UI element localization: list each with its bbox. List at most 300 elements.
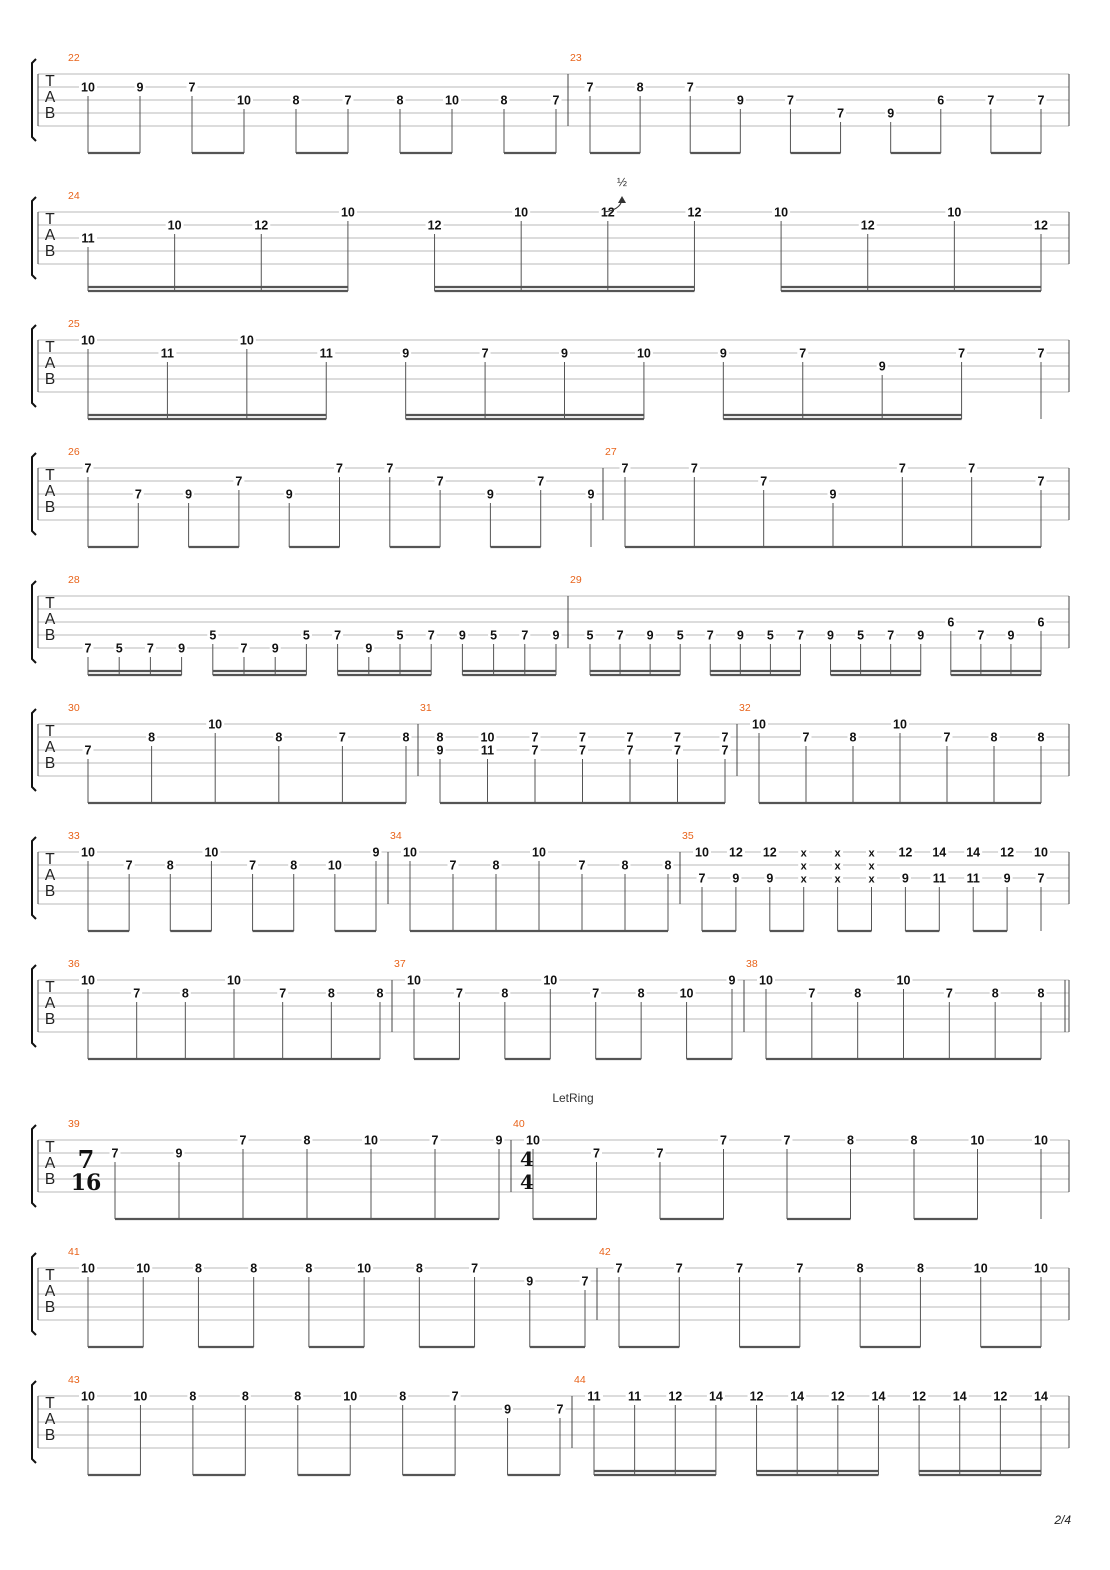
fret-number: 7	[537, 474, 545, 489]
fret-number: 9	[561, 346, 568, 361]
fret-number: 5	[302, 628, 310, 643]
fret-number: 11	[81, 231, 95, 246]
tab-letter-t: T	[45, 979, 55, 996]
tab-letter-b: B	[44, 1011, 56, 1028]
fret-number: 11	[628, 1389, 642, 1404]
fret-number: 7	[235, 474, 243, 489]
fret-number: 7	[945, 986, 953, 1001]
fret-number: 9	[732, 871, 740, 886]
fret-number: 8	[849, 730, 857, 745]
fret-number: 8	[664, 858, 672, 873]
fret-number: 7	[84, 641, 92, 656]
fret-number: 7	[578, 858, 586, 873]
fret-number: 7	[977, 628, 985, 643]
fret-number: 10	[81, 80, 95, 95]
fret-number: 9	[827, 628, 835, 643]
fret-number: 11	[966, 871, 980, 886]
fret-number: 6	[947, 615, 955, 630]
tab-letter-t: T	[45, 73, 55, 90]
fret-number: 8	[621, 858, 629, 873]
fret-number: 10	[893, 717, 907, 732]
fret-number: 7	[592, 986, 600, 1001]
fret-number: 8	[241, 1389, 249, 1404]
fret-number: 7	[626, 730, 634, 745]
fret-number: 7	[786, 93, 794, 108]
fret-number: 10	[480, 730, 495, 745]
fret-number: 7	[626, 743, 634, 758]
fret-number: 7	[783, 1133, 791, 1148]
fret-number: 7	[336, 461, 343, 476]
fret-number: 10	[445, 93, 459, 108]
fret-number: 8	[399, 1389, 407, 1404]
fret-number: 7	[386, 461, 394, 476]
fret-number: 9	[587, 487, 595, 502]
fret-number: 7	[898, 461, 906, 476]
fret-number: 12	[912, 1389, 927, 1404]
fret-number: 14	[790, 1389, 805, 1404]
fret-number: 7	[481, 346, 489, 361]
fret-number: 12	[1000, 845, 1015, 860]
tab-letter-a: A	[44, 355, 56, 372]
fret-number: 12	[898, 845, 913, 860]
fret-number: 7	[958, 346, 966, 361]
fret-number: 9	[136, 80, 144, 95]
tab-letter-a: A	[44, 867, 56, 884]
fret-number: 14	[952, 1389, 967, 1404]
time-signature-numerator: 4	[520, 1147, 534, 1171]
fret-number: 10	[208, 717, 223, 732]
fret-number: 7	[134, 487, 142, 502]
fret-number: 8	[327, 986, 335, 1001]
tab-letter-b: B	[44, 105, 56, 122]
measure-number: 34	[390, 830, 402, 842]
time-signature-denominator: 4	[520, 1170, 534, 1194]
measure-number: 27	[605, 446, 617, 458]
fret-number: 7	[451, 1389, 459, 1404]
fret-number: 7	[552, 93, 560, 108]
fret-number: 14	[871, 1389, 886, 1404]
tab-letter-t: T	[45, 723, 55, 740]
fret-number: 9	[901, 871, 909, 886]
fret-number: 7	[84, 461, 92, 476]
tab-letter-a: A	[44, 483, 56, 500]
measure-number: 35	[682, 830, 694, 842]
fret-number: 7	[579, 743, 586, 758]
fret-number: 7	[887, 628, 895, 643]
fret-number: 9	[728, 973, 736, 988]
fret-number: 7	[799, 346, 807, 361]
fret-number: 8	[148, 730, 156, 745]
tab-letter-a: A	[44, 1155, 56, 1172]
fret-number: 8	[910, 1133, 918, 1148]
tab-letter-b: B	[44, 499, 56, 516]
fret-number: 9	[372, 845, 380, 860]
tab-letter-b: B	[44, 883, 56, 900]
fret-number: 5	[676, 628, 684, 643]
dead-note: x	[868, 873, 875, 886]
fret-number: 10	[636, 346, 651, 361]
fret-number: 8	[1037, 730, 1045, 745]
measure-number: 41	[68, 1246, 80, 1258]
system-bracket	[32, 1381, 36, 1463]
measure-number: 24	[68, 190, 80, 202]
measure-number: 43	[68, 1374, 80, 1386]
fret-number: 10	[752, 717, 766, 732]
fret-number: 7	[656, 1146, 664, 1161]
fret-number: 8	[415, 1261, 423, 1276]
dead-note: x	[800, 873, 807, 886]
fret-number: 9	[504, 1402, 512, 1417]
fret-number: 9	[175, 1146, 183, 1161]
fret-number: 10	[532, 845, 546, 860]
fret-number: 10	[81, 333, 95, 348]
tab-letter-a: A	[44, 611, 56, 628]
fret-number: 7	[84, 743, 92, 758]
fret-number: 9	[365, 641, 373, 656]
fret-number: 11	[160, 346, 175, 361]
fret-number: 7	[760, 474, 768, 489]
dead-note: x	[800, 860, 807, 873]
fret-number: 10	[343, 1389, 358, 1404]
fret-number: 7	[249, 858, 257, 873]
page-number: 2/4	[1054, 1513, 1071, 1527]
fret-number: 9	[887, 106, 895, 121]
system-bracket	[32, 1253, 36, 1335]
fret-number: 5	[857, 628, 865, 643]
fret-number: 12	[668, 1389, 683, 1404]
fret-number: 9	[486, 487, 494, 502]
measure-number: 25	[68, 318, 80, 330]
system-bracket	[32, 59, 36, 141]
fret-number: 7	[111, 1146, 119, 1161]
fret-number: 7	[675, 1261, 683, 1276]
fret-number: 7	[521, 628, 529, 643]
fret-number: 7	[1037, 93, 1045, 108]
fret-number: 5	[115, 641, 123, 656]
fret-number: 8	[916, 1261, 924, 1276]
fret-number: 10	[543, 973, 558, 988]
fret-number: 5	[586, 628, 594, 643]
fret-number: 7	[736, 1261, 744, 1276]
fret-number: 7	[279, 986, 287, 1001]
measure-number: 29	[570, 574, 582, 586]
fret-number: 7	[615, 1261, 623, 1276]
fret-number: 10	[237, 93, 251, 108]
fret-number: 10	[133, 1389, 148, 1404]
fret-number: 8	[294, 1389, 302, 1404]
fret-number: 8	[166, 858, 174, 873]
fret-number: 7	[968, 461, 976, 476]
measure-number: 30	[68, 702, 80, 714]
dead-note: x	[868, 847, 875, 860]
tab-letter-a: A	[44, 227, 56, 244]
fret-number: 12	[1034, 218, 1048, 233]
fret-number: 10	[514, 205, 529, 220]
fret-number: 12	[860, 218, 875, 233]
fret-number: 8	[402, 730, 410, 745]
fret-number: 7	[436, 474, 444, 489]
fret-number: 10	[1034, 1261, 1048, 1276]
fret-number: 14	[708, 1389, 723, 1404]
fret-number: 8	[396, 93, 404, 108]
fret-number: 9	[178, 641, 186, 656]
fret-number: 8	[1037, 986, 1045, 1001]
fret-number: 7	[239, 1133, 247, 1148]
fret-number: 8	[990, 730, 998, 745]
tab-letter-a: A	[44, 89, 56, 106]
tab-letter-t: T	[45, 851, 55, 868]
tab-letter-t: T	[45, 211, 55, 228]
fret-number: 12	[830, 1389, 845, 1404]
tab-letter-t: T	[45, 339, 55, 356]
fret-number: 7	[808, 986, 816, 1001]
dead-note: x	[834, 847, 841, 860]
fret-number: 9	[1003, 871, 1011, 886]
fret-number: 9	[878, 359, 886, 374]
fret-number: 7	[1037, 871, 1045, 886]
fret-number: 7	[987, 93, 995, 108]
fret-number: 10	[81, 973, 95, 988]
measure-number: 32	[739, 702, 751, 714]
time-signature-numerator: 7	[77, 1145, 95, 1174]
fret-number: 8	[856, 1261, 864, 1276]
fret-number: 9	[185, 487, 193, 502]
fret-number: 8	[303, 1133, 311, 1148]
fret-number: 9	[829, 487, 837, 502]
fret-number: 10	[81, 1261, 95, 1276]
system-bracket	[32, 325, 36, 407]
fret-number: 12	[993, 1389, 1008, 1404]
tab-letter-a: A	[44, 739, 56, 756]
fret-number: 7	[334, 628, 342, 643]
bend-arrow-head	[618, 196, 626, 203]
system-bracket	[32, 965, 36, 1047]
fret-number: 10	[227, 973, 241, 988]
fret-number: 5	[490, 628, 498, 643]
fret-number: 5	[396, 628, 404, 643]
fret-number: 7	[686, 80, 694, 95]
fret-number: 12	[687, 205, 702, 220]
fret-number: 10	[340, 205, 355, 220]
fret-number: 12	[254, 218, 269, 233]
fret-number: 11	[319, 346, 333, 361]
tab-letter-b: B	[44, 1171, 56, 1188]
fret-number: 9	[552, 628, 560, 643]
fret-number: 11	[587, 1389, 601, 1404]
fret-number: 10	[896, 973, 911, 988]
fret-number: 10	[679, 986, 694, 1001]
system-bracket	[32, 709, 36, 791]
fret-number: 8	[305, 1261, 313, 1276]
tab-letter-t: T	[45, 595, 55, 612]
fret-number: 10	[364, 1133, 378, 1148]
system-bracket	[32, 1125, 36, 1207]
fret-number: 7	[837, 106, 845, 121]
fret-number: 8	[636, 80, 644, 95]
fret-number: 10	[136, 1261, 151, 1276]
tab-letter-t: T	[45, 1267, 55, 1284]
fret-number: 9	[402, 346, 410, 361]
fret-number: 7	[586, 80, 594, 95]
fret-number: 10	[204, 845, 219, 860]
measure-number: 40	[513, 1118, 525, 1130]
tab-letter-b: B	[44, 1427, 56, 1444]
fret-number: 7	[581, 1274, 589, 1289]
fret-number: 8	[290, 858, 298, 873]
fret-number: 8	[181, 986, 189, 1001]
measure-number: 28	[68, 574, 80, 586]
fret-number: 10	[973, 1261, 988, 1276]
fret-number: 8	[194, 1261, 202, 1276]
tab-letter-a: A	[44, 1283, 56, 1300]
system-bracket	[32, 453, 36, 535]
tab-letter-b: B	[44, 243, 56, 260]
measure-number: 38	[746, 958, 758, 970]
fret-number: 12	[749, 1389, 764, 1404]
tab-letter-t: T	[45, 467, 55, 484]
fret-number: 7	[133, 986, 141, 1001]
fret-number: 11	[932, 871, 946, 886]
fret-number: 8	[854, 986, 862, 1001]
fret-number: 7	[431, 1133, 439, 1148]
fret-number: 12	[762, 845, 777, 860]
fret-number: 8	[292, 93, 300, 108]
fret-number: 14	[966, 845, 981, 860]
fret-number: 7	[593, 1146, 600, 1161]
fret-number: 8	[492, 858, 500, 873]
fret-number: 7	[471, 1261, 479, 1276]
tab-letter-b: B	[44, 371, 56, 388]
fret-number: 10	[695, 845, 709, 860]
dead-note: x	[800, 847, 807, 860]
fret-number: 7	[146, 641, 154, 656]
fret-number: 8	[376, 986, 384, 1001]
fret-number: 9	[271, 641, 279, 656]
fret-number: 9	[1007, 628, 1015, 643]
fret-number: 5	[766, 628, 774, 643]
fret-number: 9	[736, 93, 744, 108]
fret-number: 9	[285, 487, 293, 502]
fret-number: 10	[81, 845, 95, 860]
fret-number: 8	[501, 986, 509, 1001]
tab-letter-a: A	[44, 1411, 56, 1428]
fret-number: 7	[690, 461, 698, 476]
fret-number: 9	[526, 1274, 534, 1289]
measure-number: 37	[394, 958, 406, 970]
fret-number: 7	[943, 730, 951, 745]
measure-number: 44	[574, 1374, 586, 1386]
fret-number: 10	[407, 973, 421, 988]
fret-number: 7	[188, 80, 196, 95]
system-bracket	[32, 837, 36, 919]
fret-number: 9	[766, 871, 774, 886]
fret-number: 8	[500, 93, 508, 108]
tab-letter-t: T	[45, 1395, 55, 1412]
let-ring-label: LetRing	[552, 1091, 594, 1105]
fret-number: 8	[637, 986, 645, 1001]
fret-number: 12	[600, 205, 615, 220]
fret-number: 12	[427, 218, 442, 233]
fret-number: 7	[621, 461, 629, 476]
tab-letter-b: B	[44, 627, 56, 644]
fret-number: 7	[796, 628, 804, 643]
fret-number: 7	[344, 93, 352, 108]
fret-number: 7	[721, 743, 729, 758]
system-bracket	[32, 197, 36, 279]
fret-number: 7	[796, 1261, 804, 1276]
fret-number: 10	[1034, 845, 1048, 860]
fret-number: 10	[526, 1133, 540, 1148]
fret-number: 10	[239, 333, 254, 348]
tab-letter-t: T	[45, 1139, 55, 1156]
measure-number: 33	[68, 830, 80, 842]
fret-number: 6	[937, 93, 945, 108]
time-signature-denominator: 16	[70, 1170, 102, 1196]
tab-letter-b: B	[44, 1299, 56, 1316]
tab-letter-a: A	[44, 995, 56, 1012]
fret-number: 11	[480, 743, 495, 758]
fret-number: 10	[357, 1261, 372, 1276]
fret-number: 7	[720, 1133, 727, 1148]
system-bracket	[32, 581, 36, 663]
fret-number: 7	[706, 628, 714, 643]
fret-number: 9	[436, 743, 444, 758]
fret-number: 10	[970, 1133, 985, 1148]
measure-number: 23	[570, 52, 582, 64]
fret-number: 9	[458, 628, 466, 643]
fret-number: 7	[427, 628, 435, 643]
fret-number: 8	[250, 1261, 258, 1276]
fret-number: 9	[495, 1133, 503, 1148]
measure-number: 31	[420, 702, 432, 714]
fret-number: 10	[759, 973, 773, 988]
dead-note: x	[834, 860, 841, 873]
fret-number: 7	[125, 858, 133, 873]
fret-number: 7	[1037, 346, 1045, 361]
fret-number: 7	[338, 730, 346, 745]
fret-number: 6	[1037, 615, 1045, 630]
fret-number: 8	[991, 986, 999, 1001]
measure-number: 26	[68, 446, 80, 458]
fret-number: 8	[436, 730, 444, 745]
fret-number: 7	[240, 641, 248, 656]
fret-number: 9	[719, 346, 727, 361]
fret-number: 7	[1037, 474, 1045, 489]
fret-number: 10	[403, 845, 417, 860]
fret-number: 7	[579, 730, 586, 745]
measure-number: 39	[68, 1118, 80, 1130]
measure-number: 42	[599, 1246, 611, 1258]
fret-number: 7	[721, 730, 729, 745]
fret-number: 14	[932, 845, 947, 860]
fret-number: 7	[674, 743, 681, 758]
fret-number: 7	[449, 858, 457, 873]
fret-number: 10	[947, 205, 962, 220]
fret-number: 10	[167, 218, 182, 233]
fret-number: 10	[327, 858, 342, 873]
fret-number: 8	[189, 1389, 197, 1404]
fret-number: 5	[209, 628, 217, 643]
fret-number: 8	[275, 730, 283, 745]
fret-number: 8	[847, 1133, 854, 1148]
measure-number: 36	[68, 958, 80, 970]
tab-letter-b: B	[44, 755, 56, 772]
fret-number: 10	[81, 1389, 95, 1404]
fret-number: 7	[531, 743, 539, 758]
fret-number: 9	[646, 628, 654, 643]
fret-number: 10	[774, 205, 789, 220]
fret-number: 7	[556, 1402, 564, 1417]
